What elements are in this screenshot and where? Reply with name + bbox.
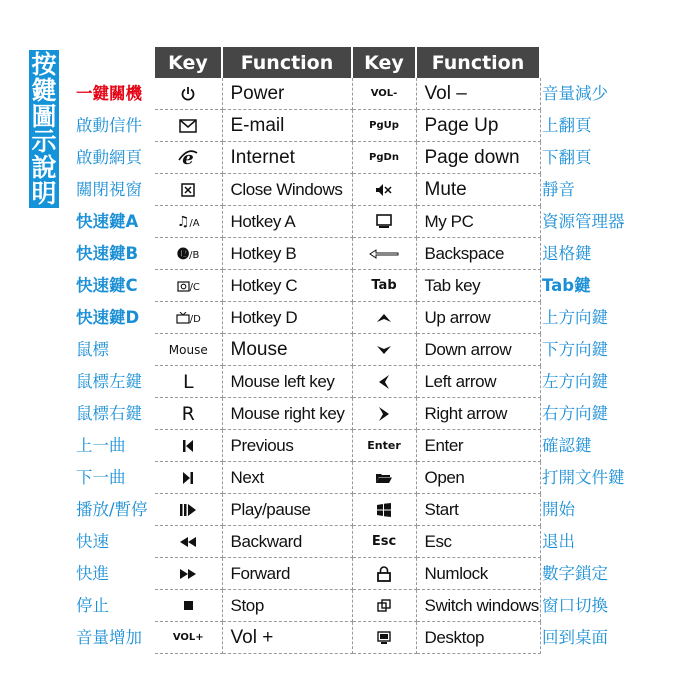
power-icon	[155, 78, 222, 110]
label-forward: 快進	[76, 564, 109, 583]
table-row	[155, 334, 540, 366]
table-row	[155, 526, 540, 558]
key-tab: Tab	[352, 270, 416, 302]
function-vol-up: Vol +	[222, 622, 352, 654]
function-page-up: Page Up	[416, 110, 540, 142]
label-open: 打開文件鍵	[542, 468, 625, 487]
key-r: R	[155, 398, 222, 430]
key-pgup: PgUp	[352, 110, 416, 142]
function-stop: Stop	[222, 590, 352, 622]
table-row	[155, 142, 540, 174]
label-right-arrow: 右方向鍵	[542, 404, 608, 423]
label-left-arrow: 左方向鍵	[542, 372, 608, 391]
table-row	[155, 174, 540, 206]
table-row	[155, 462, 540, 494]
function-esc: Esc	[416, 526, 540, 558]
title-char: 明	[31, 178, 57, 208]
function-my-pc: My PC	[416, 206, 540, 238]
function-next: Next	[222, 462, 352, 494]
function-page-down: Page down	[416, 142, 540, 174]
title-char: 按	[31, 50, 57, 80]
label-hotkey-a: 快速鍵A	[76, 212, 139, 231]
function-internet: Internet	[222, 142, 352, 174]
label-mouse: 鼠標	[76, 340, 109, 359]
function-desktop: Desktop	[416, 622, 540, 654]
function-mouse: Mouse	[222, 334, 352, 366]
mute-icon	[352, 174, 416, 206]
label-vol-down: 音量減少	[542, 84, 608, 103]
up-arrow-icon	[352, 302, 416, 334]
key-suffix: /A	[189, 217, 200, 229]
function-mouse-right-key: Mouse right key	[222, 398, 352, 430]
hotkey-c-key	[155, 270, 222, 302]
label-backward: 快速	[76, 532, 109, 551]
table-row	[155, 270, 540, 302]
switch-windows-icon	[352, 590, 416, 622]
function-previous: Previous	[222, 430, 352, 462]
label-vol-up: 音量增加	[76, 628, 142, 647]
table-row	[155, 206, 540, 238]
header-row	[155, 47, 540, 78]
function-close-windows: Close Windows	[222, 174, 352, 206]
key-function-table	[155, 47, 541, 654]
key-suffix: /D	[189, 313, 201, 325]
function-right-arrow: Right arrow	[416, 398, 540, 430]
function-tab-key: Tab key	[416, 270, 540, 302]
table-row	[155, 398, 540, 430]
label-previous: 上一曲	[76, 436, 126, 455]
function-left-arrow: Left arrow	[416, 366, 540, 398]
function-backspace: Backspace	[416, 238, 540, 270]
header-function: Function	[222, 47, 352, 78]
function-forward: Forward	[222, 558, 352, 590]
label-desktop: 回到桌面	[542, 628, 608, 647]
label-close-windows: 關閉視窗	[76, 180, 142, 199]
label-tab: Tab鍵	[542, 276, 591, 295]
label-mute: 靜音	[542, 180, 575, 199]
function-play-pause: Play/pause	[222, 494, 352, 526]
function-enter: Enter	[416, 430, 540, 462]
backward-icon	[155, 526, 222, 558]
key-mouse: Mouse	[155, 334, 222, 366]
label-enter: 確認鍵	[542, 436, 592, 455]
function-email: E-mail	[222, 110, 352, 142]
title-char: 說	[31, 152, 57, 182]
table-row	[155, 494, 540, 526]
key-pgdn: PgDn	[352, 142, 416, 174]
key-vol-down: VOL-	[352, 78, 416, 110]
music-note-icon: ♫	[176, 213, 190, 230]
forward-icon	[155, 558, 222, 590]
desktop-icon	[352, 622, 416, 654]
function-open: Open	[416, 462, 540, 494]
svg-text:e: e	[182, 148, 194, 167]
table-row	[155, 238, 540, 270]
table-row	[155, 622, 540, 654]
left-labels	[76, 78, 148, 654]
table-row	[155, 302, 540, 334]
stop-icon	[155, 590, 222, 622]
function-backward: Backward	[222, 526, 352, 558]
key-suffix: /C	[189, 281, 200, 293]
header-key: Key	[155, 47, 222, 78]
function-hotkey-c: Hotkey C	[222, 270, 352, 302]
function-hotkey-a: Hotkey A	[222, 206, 352, 238]
label-start: 開始	[542, 500, 575, 519]
numlock-icon	[352, 558, 416, 590]
label-mouse-left: 鼠標左鍵	[76, 372, 142, 391]
vertical-title	[29, 50, 59, 208]
my-pc-icon	[352, 206, 416, 238]
previous-icon	[155, 430, 222, 462]
label-down-arrow: 下方向鍵	[542, 340, 608, 359]
close-window-icon	[155, 174, 222, 206]
open-folder-icon	[352, 462, 416, 494]
table-row	[155, 110, 540, 142]
header-key: Key	[352, 47, 416, 78]
camera-icon	[177, 280, 190, 292]
function-numlock: Numlock	[416, 558, 540, 590]
hotkey-a-key	[155, 206, 222, 238]
browser-icon: ⓬	[177, 247, 190, 261]
function-start: Start	[416, 494, 540, 526]
label-numlock: 數字鎖定	[542, 564, 608, 583]
right-arrow-icon	[352, 398, 416, 430]
key-suffix: /B	[189, 250, 200, 261]
title-char: 圖	[31, 101, 57, 131]
function-switch-windows: Switch windows	[416, 590, 540, 622]
label-hotkey-c: 快速鍵C	[76, 276, 138, 295]
mail-icon	[155, 110, 222, 142]
function-mouse-left-key: Mouse left key	[222, 366, 352, 398]
label-switch-windows: 窗口切換	[542, 596, 608, 615]
table-row	[155, 590, 540, 622]
next-icon	[155, 462, 222, 494]
header-function: Function	[416, 47, 540, 78]
table-row	[155, 430, 540, 462]
ie-icon	[155, 142, 222, 174]
table-row	[155, 366, 540, 398]
function-hotkey-d: Hotkey D	[222, 302, 352, 334]
tv-icon	[176, 312, 190, 324]
hotkey-b-key	[155, 238, 222, 270]
title-char: 鍵	[31, 75, 57, 105]
left-arrow-icon	[352, 366, 416, 398]
label-page-up: 上翻頁	[542, 116, 592, 135]
label-esc: 退出	[542, 532, 575, 551]
label-mouse-right: 鼠標右鍵	[76, 404, 142, 423]
key-esc: Esc	[352, 526, 416, 558]
label-stop: 停止	[76, 596, 109, 615]
key-vol-up: VOL+	[155, 622, 222, 654]
label-hotkey-b: 快速鍵B	[76, 244, 139, 263]
label-power: 一鍵關機	[76, 84, 142, 103]
label-my-pc: 資源管理器	[542, 212, 625, 231]
table-row	[155, 78, 540, 110]
label-email: 啟動信件	[76, 116, 142, 135]
label-next: 下一曲	[76, 468, 126, 487]
key-l: L	[155, 366, 222, 398]
label-page-down: 下翻頁	[542, 148, 592, 167]
label-play-pause: 播放/暫停	[76, 500, 148, 519]
down-arrow-icon	[352, 334, 416, 366]
function-power: Power	[222, 78, 352, 110]
function-down-arrow: Down arrow	[416, 334, 540, 366]
function-vol-down: Vol –	[416, 78, 540, 110]
function-hotkey-b: Hotkey B	[222, 238, 352, 270]
function-mute: Mute	[416, 174, 540, 206]
label-up-arrow: 上方向鍵	[542, 308, 608, 327]
label-internet: 啟動網頁	[76, 148, 142, 167]
windows-start-icon	[352, 494, 416, 526]
label-backspace: 退格鍵	[542, 244, 592, 263]
function-up-arrow: Up arrow	[416, 302, 540, 334]
key-enter: Enter	[352, 430, 416, 462]
hotkey-d-key	[155, 302, 222, 334]
table-row	[155, 558, 540, 590]
title-char: 示	[31, 127, 57, 157]
backspace-arrow-icon	[352, 238, 416, 270]
right-labels	[542, 78, 625, 654]
play-pause-icon	[155, 494, 222, 526]
label-hotkey-d: 快速鍵D	[76, 308, 140, 327]
